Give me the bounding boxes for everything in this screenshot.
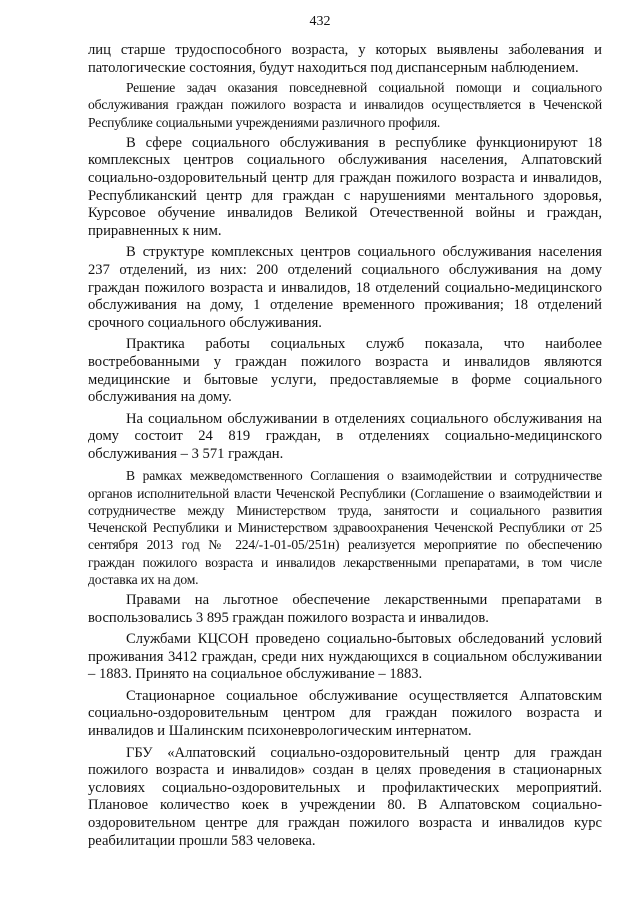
body-text	[88, 42, 602, 854]
paragraph-medicines: Правами на льготное обеспечение лекарственными препаратами в воспользовались 3 895 граждан пожилого возраста и инвалидов.	[88, 591, 602, 626]
paragraph-agreement: В рамках межведомственного Соглашения о взаимодействии и сотрудничестве органов исполнительной власти Чеченской Республики (Соглашение о взаимодействии и сотрудничестве между Министерством труда, занятости и социального развития Чеченской Республики и Министерством здравоохранения Чеченской Республики от 25 сентября 2013 год № 224/-1-01-05/251н) реализуется мероприятие по обеспечению граждан пожилого возраста и инвалидов лекарственными препаратами, в том числе доставка их на дом.	[88, 468, 602, 587]
paragraph-kcson-surveys: Службами КЦСОН проведено социально-бытовых обследований условий проживания 3412 граждан, среди них нуждающихся в социальном обслуживании – 1883. Принято на социальное обслуживание – 1883.	[88, 631, 602, 683]
paragraph-center-structure: В структуре комплексных центров социального обслуживания населения 237 отделений, из них: 200 отделений социального обслуживания на дому граждан пожилого возраста и инвалидов, 18 отделений социально-медицинского обслуживания на дому, 1 отделение временного проживания; 18 отделений срочного социального обслуживания.	[88, 244, 602, 331]
paragraph-service-sphere: В сфере социального обслуживания в республике функционируют 18 комплексных центров социального обслуживания населения, Алпатовский социально-оздоровительный центр для граждан пожилого возраста и инвалидов, Республиканский центр для граждан с нарушениями ментального здоровья, Курсовое обучение инвалидов Великой Отечественной войны и граждан, приравненных к ним.	[88, 134, 602, 239]
paragraph-practice: Практика работы социальных служб показала, что наиболее востребованными у граждан пожилого возраста и инвалидов являются медицинские и бытовые услуги, предоставляемые в форме социального обслуживания на дому.	[88, 336, 602, 406]
paragraph-continuation: лиц старше трудоспособного возраста, у которых выявлены заболевания и патологические состояния, будут находиться под диспансерным наблюдением.	[88, 42, 602, 76]
paragraph-social-institutions: Решение задач оказания повседневной социальной помощи и социального обслуживания граждан пожилого возраста и инвалидов осуществляется в Чеченской Республике социальными учреждениями различного профиля.	[88, 80, 602, 130]
paragraph-inpatient-service: Стационарное социальное обслуживание осуществляется Алпатовским социально-оздоровительным центром для граждан пожилого возраста и инвалидов и Шалинским психоневрологическим интернатом.	[88, 687, 602, 740]
paragraph-home-service-count: На социальном обслуживании в отделениях социального обслуживания на дому состоит 24 819 граждан, в отделениях социально-медицинского обслуживания – 3 571 граждан.	[88, 410, 602, 462]
paragraph-alpatovsky-center: ГБУ «Алпатовский социально-оздоровительный центр для граждан пожилого возраста и инвалидов» создан в целях проведения в стационарных условиях социально-оздоровительных и профилактических мероприятий. Плановое количество коек в учреждении 80. В Алпатовском социально-оздоровительном центре для граждан пожилого возраста и инвалидов курс реабилитации прошли 583 человека.	[88, 744, 602, 849]
page-number: 432	[309, 14, 331, 29]
